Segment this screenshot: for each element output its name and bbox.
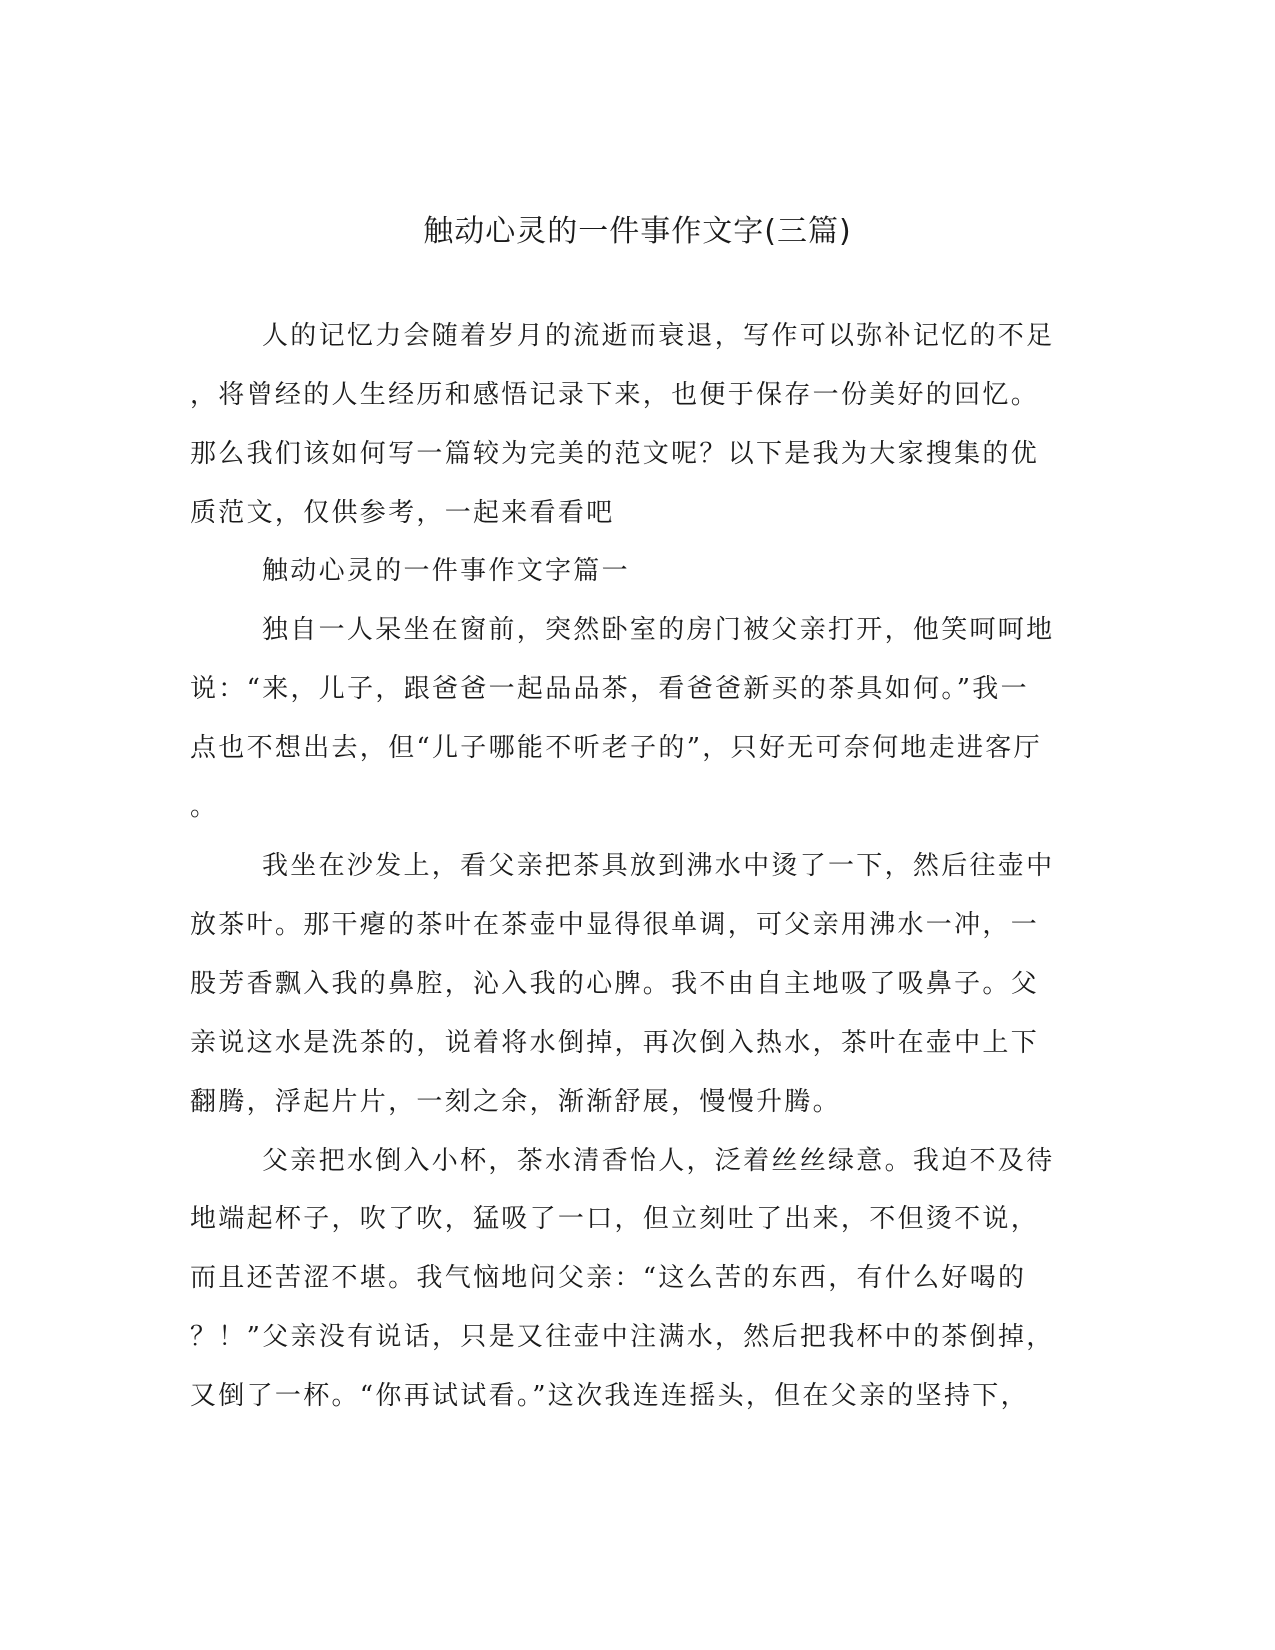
paragraph-line: 股芳香飘入我的鼻腔，沁入我的心脾。我不由自主地吸了吸鼻子。父 <box>190 969 1040 999</box>
paragraph-line: 父亲把水倒入小杯，茶水清香怡人，泛着丝丝绿意。我迫不及待 <box>262 1146 1055 1176</box>
paragraph-line: 说：“来，儿子，跟爸爸一起品品茶，看爸爸新买的茶具如何。”我一 <box>190 674 1029 704</box>
paragraph-line: 亲说这水是洗茶的，说着将水倒掉，再次倒入热水，茶叶在壶中上下 <box>190 1028 1040 1058</box>
paragraph-line: 。 <box>190 792 219 822</box>
paragraph-line: 放茶叶。那干瘪的茶叶在茶壶中显得很单调，可父亲用沸水一冲，一 <box>190 910 1040 940</box>
paragraph-line: 点也不想出去，但“儿子哪能不听老子的”，只好无可奈何地走进客厅 <box>190 733 1042 763</box>
paragraph-line: 又倒了一杯。“你再试试看。”这次我连连摇头，但在父亲的坚持下， <box>190 1381 1029 1411</box>
paragraph-line: ？！”父亲没有说话，只是又往壶中注满水，然后把我杯中的茶倒掉， <box>190 1322 1055 1352</box>
paragraph-line: 人的记忆力会随着岁月的流逝而衰退，写作可以弥补记忆的不足 <box>262 321 1055 351</box>
paragraph-line: 而且还苦涩不堪。我气恼地问父亲：“这么苦的东西，有什么好喝的 <box>190 1263 1027 1293</box>
paragraph-line: 独自一人呆坐在窗前，突然卧室的房门被父亲打开，他笑呵呵地 <box>262 615 1055 645</box>
paragraph-line: 那么我们该如何写一篇较为完美的范文呢？以下是我为大家搜集的优 <box>190 439 1040 469</box>
section-heading: 触动心灵的一件事作文字篇一 <box>262 556 630 586</box>
paragraph-line: 地端起杯子，吹了吹，猛吸了一口，但立刻吐了出来，不但烫不说， <box>190 1204 1040 1234</box>
paragraph-line: 我坐在沙发上，看父亲把茶具放到沸水中烫了一下，然后往壶中 <box>262 851 1055 881</box>
paragraph-line: 翻腾，浮起片片，一刻之余，渐渐舒展，慢慢升腾。 <box>190 1087 841 1117</box>
paragraph-line: 质范文，仅供参考，一起来看看吧 <box>190 498 615 528</box>
paragraph-line: ，将曾经的人生经历和感悟记录下来，也便于保存一份美好的回忆。 <box>190 380 1040 410</box>
document-title: 触动心灵的一件事作文字(三篇) <box>423 214 852 249</box>
